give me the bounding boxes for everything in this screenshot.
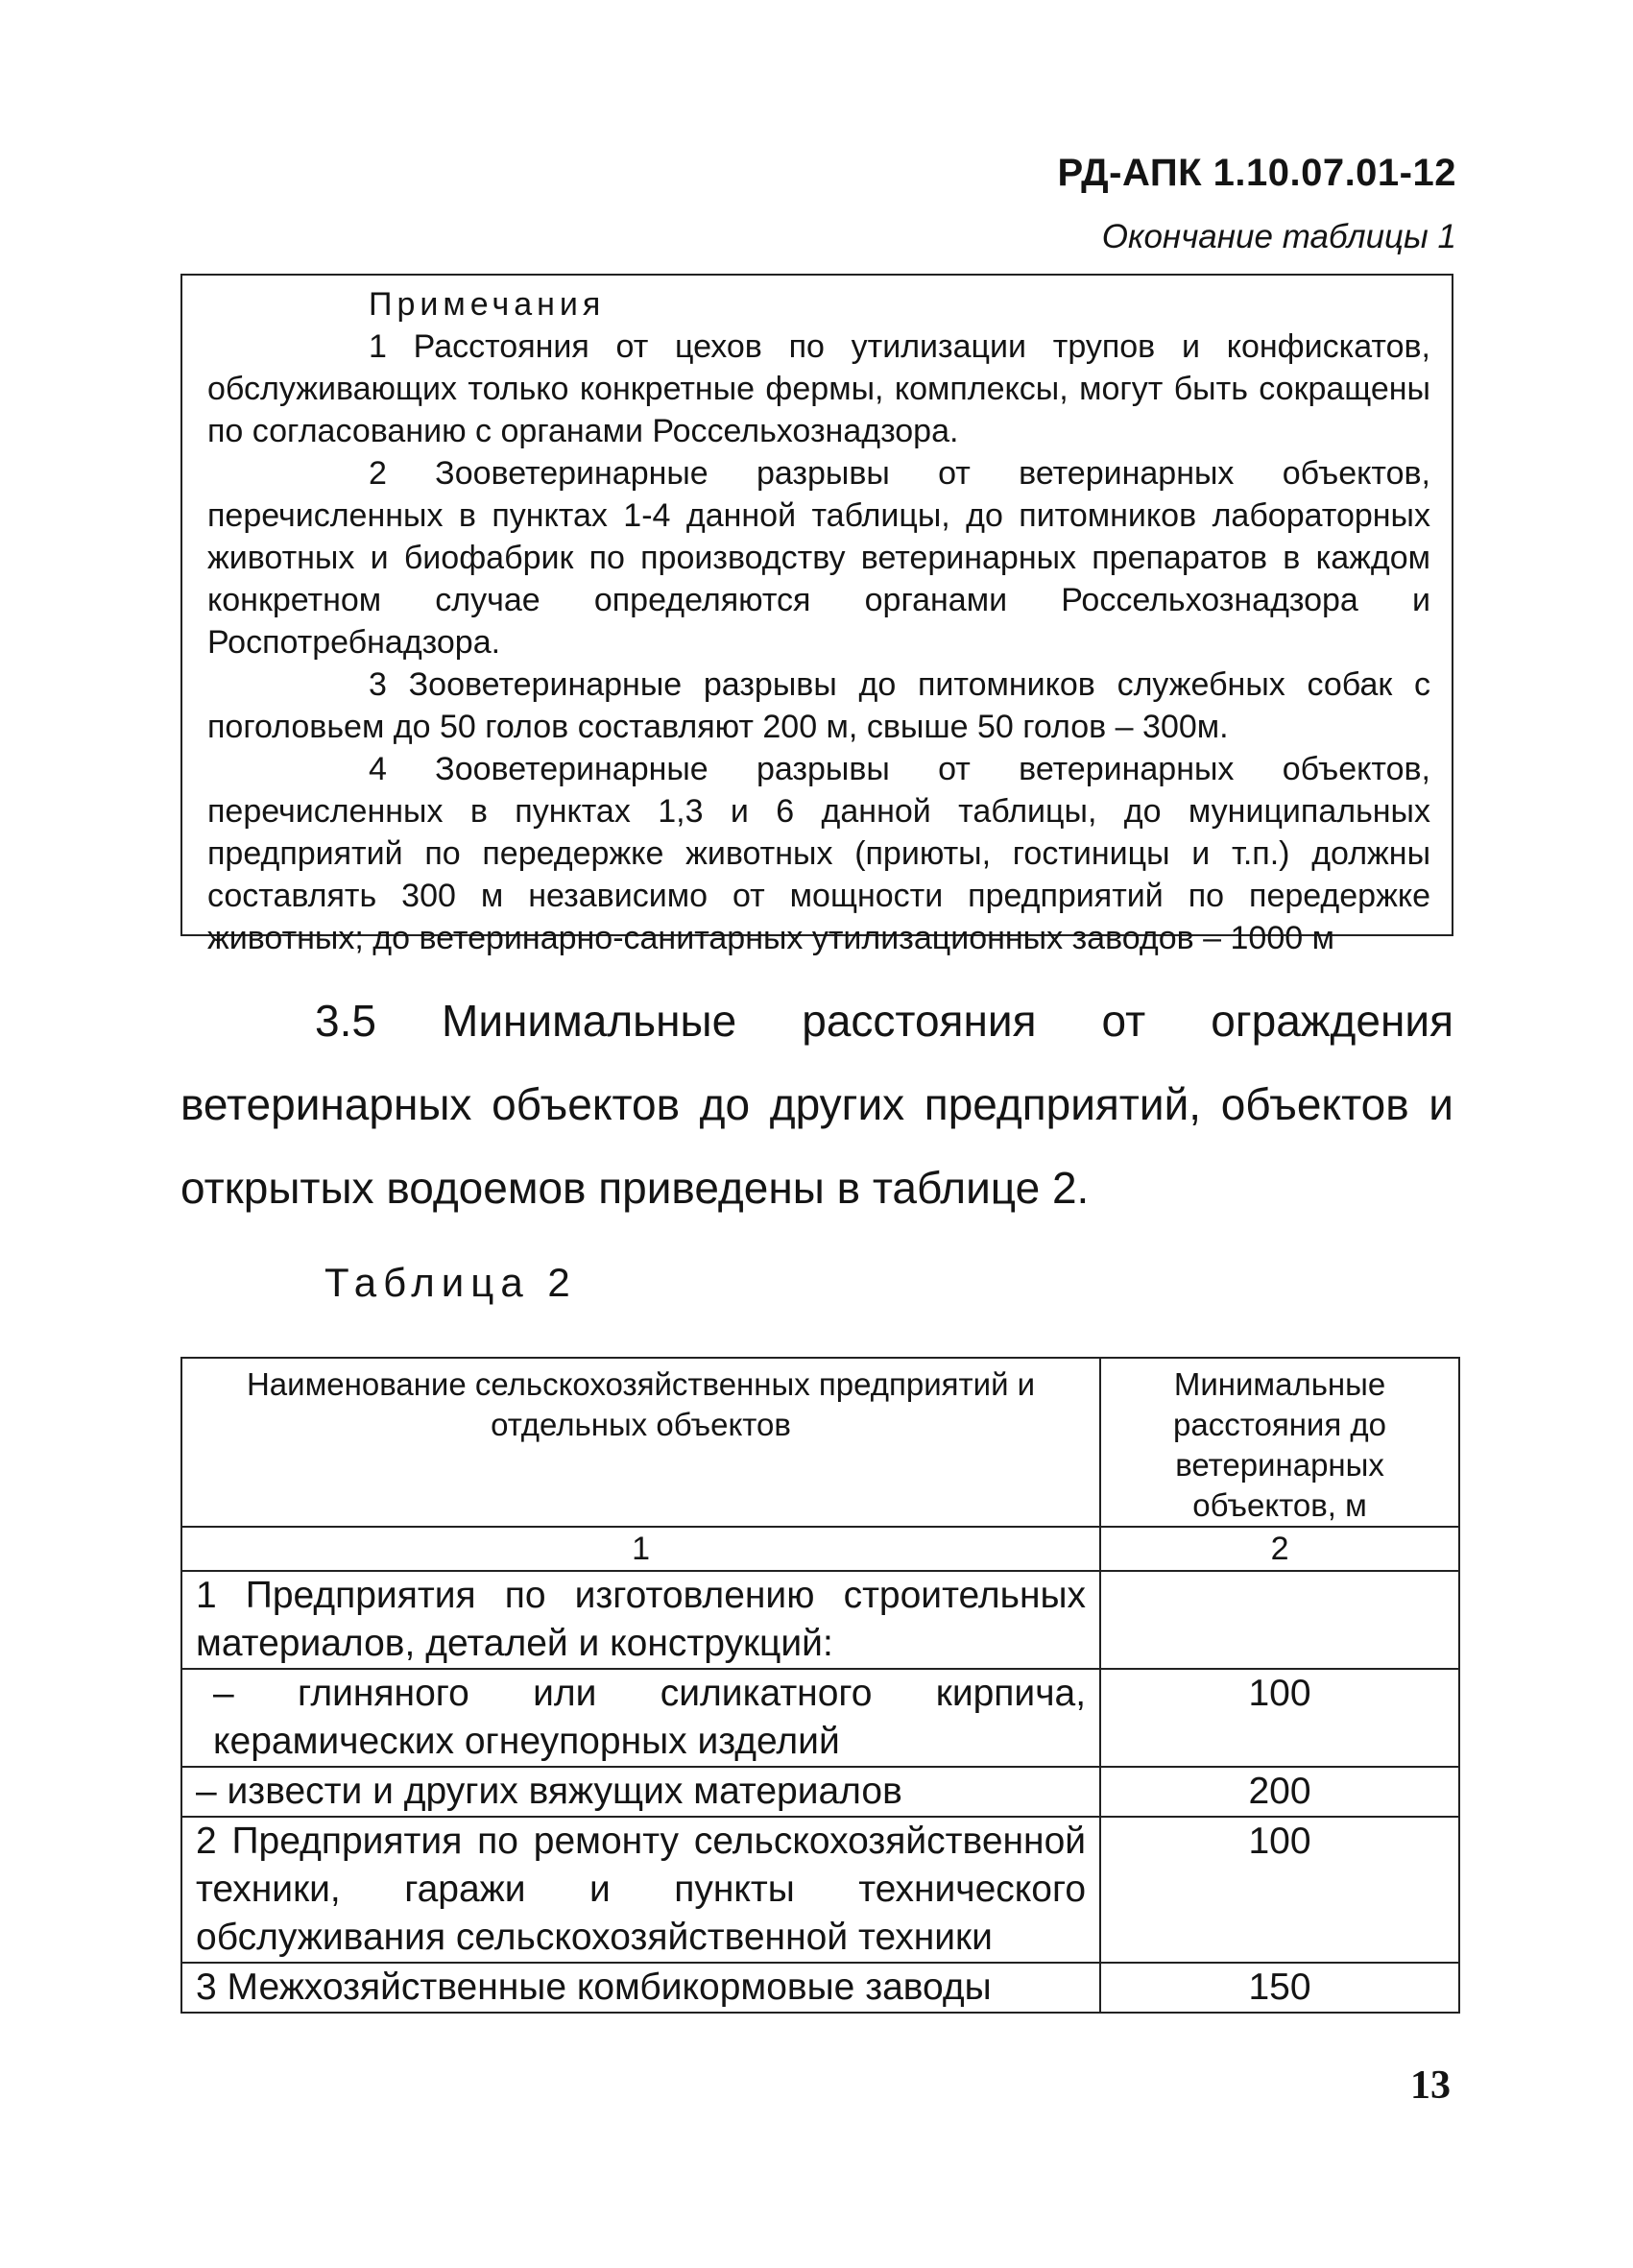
page-number: 13 — [1410, 2063, 1451, 2108]
document-code: РД-АПК 1.10.07.01-12 — [1057, 152, 1456, 194]
table-row — [181, 1669, 1459, 1767]
section-3-5-paragraph: 3.5 Минимальные расстояния от ограждения ветеринарных объектов до других предприятий, объектов и открытых водоемов приведены в таблице 2. — [180, 996, 1453, 1213]
row-name: 3 Межхозяйственные комбикормовые заводы — [181, 1963, 1100, 2013]
row-distance — [1100, 1571, 1459, 1669]
notes-heading: Примечания — [369, 286, 606, 323]
row-distance: 150 — [1100, 1963, 1459, 2013]
column-number: 2 — [1100, 1527, 1459, 1571]
note-item: 2 Зооветеринарные разрывы от ветеринарных объектов, перечисленных в пунктах 1-4 данной таблицы, до питомников лабораторных животных и биофабрик по производству ветеринарных препаратов в каждом конкретном случае определяются органами Россельхознадзора и Роспотребнадзора. — [207, 455, 1430, 661]
row-name: 2 Предприятия по ремонту сельскохозяйственной техники, гаражи и пункты технического обслуживания сельскохозяйственной техники — [181, 1817, 1100, 1963]
note-item: 1 Расстояния от цехов по утилизации трупов и конфискатов, обслуживающих только конкретные фермы, комплексы, могут быть сокращены по согласованию с органами Россельхознадзора. — [207, 328, 1430, 449]
header-distance-column: Минимальные расстояния до ветеринарных объектов, м — [1100, 1358, 1459, 1527]
note-item: 4 Зооветеринарные разрывы от ветеринарных объектов, перечисленных в пунктах 1,3 и 6 данной таблицы, до муниципальных предприятий по передержке животных (приюты, гостиницы и т.п.) должны составлять 300 м независимо от мощности предприятий по передержке животных; до ветеринарно-санитарных утилизационных заводов – 1000 м — [207, 751, 1430, 956]
table-row — [181, 1817, 1459, 1963]
notes-box — [180, 274, 1453, 956]
row-name: 1 Предприятия по изготовлению строительных материалов, деталей и конструкций: — [181, 1571, 1100, 1669]
table-caption: Таблица 2 — [324, 1260, 577, 1305]
table-row — [181, 1963, 1459, 2013]
row-distance: 200 — [1100, 1767, 1459, 1817]
row-distance: 100 — [1100, 1817, 1459, 1963]
distances-table — [180, 1357, 1460, 2014]
table-row — [181, 1767, 1459, 1817]
note-item: 3 Зооветеринарные разрывы до питомников служебных собак с поголовьем до 50 голов составляют 200 м, свыше 50 голов – 300м. — [207, 666, 1430, 745]
column-number-row — [181, 1527, 1459, 1571]
header-name-column: Наименование сельскохозяйственных предприятий и отдельных объектов — [181, 1358, 1100, 1527]
table-continuation-label: Окончание таблицы 1 — [1101, 218, 1456, 255]
column-number: 1 — [181, 1527, 1100, 1571]
row-name: – извести и других вяжущих материалов — [181, 1767, 1100, 1817]
row-distance: 100 — [1100, 1669, 1459, 1767]
table-row — [181, 1571, 1459, 1669]
table-header-row — [181, 1358, 1459, 1527]
row-name: – глиняного или силикатного кирпича, керамических огнеупорных изделий — [181, 1669, 1100, 1767]
